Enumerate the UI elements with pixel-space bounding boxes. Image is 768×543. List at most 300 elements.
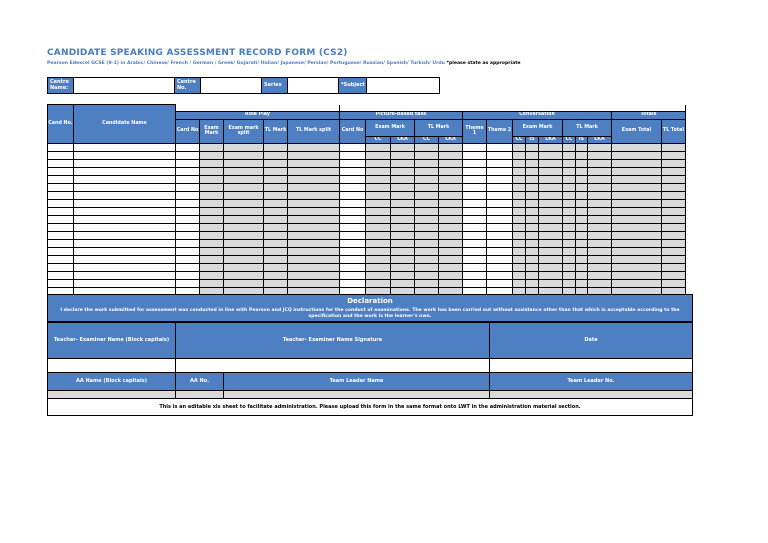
entry-cell[interactable]	[366, 272, 391, 280]
entry-cell[interactable]	[612, 224, 662, 232]
entry-cell[interactable]	[539, 264, 563, 272]
entry-cell[interactable]	[526, 248, 539, 256]
subject-field[interactable]	[366, 77, 440, 94]
entry-cell[interactable]	[563, 280, 576, 288]
entry-cell[interactable]	[415, 280, 439, 288]
entry-cell[interactable]	[288, 240, 340, 248]
entry-cell[interactable]	[264, 280, 288, 288]
entry-cell[interactable]	[391, 224, 415, 232]
entry-cell[interactable]	[439, 192, 463, 200]
entry-cell[interactable]	[48, 264, 74, 272]
entry-cell[interactable]	[48, 192, 74, 200]
entry-cell[interactable]	[487, 248, 513, 256]
entry-cell[interactable]	[340, 144, 366, 152]
entry-cell[interactable]	[662, 272, 686, 280]
entry-cell[interactable]	[264, 168, 288, 176]
entry-cell[interactable]	[612, 232, 662, 240]
entry-cell[interactable]	[288, 184, 340, 192]
entry-cell[interactable]	[463, 280, 487, 288]
entry-cell[interactable]	[563, 208, 576, 216]
entry-cell[interactable]	[439, 232, 463, 240]
entry-cell[interactable]	[662, 256, 686, 264]
entry-cell[interactable]	[487, 224, 513, 232]
entry-cell[interactable]	[487, 152, 513, 160]
entry-cell[interactable]	[439, 280, 463, 288]
entry-cell[interactable]	[487, 184, 513, 192]
entry-cell[interactable]	[526, 168, 539, 176]
entry-cell[interactable]	[576, 176, 588, 184]
entry-cell[interactable]	[340, 232, 366, 240]
entry-cell[interactable]	[48, 240, 74, 248]
entry-cell[interactable]	[588, 192, 612, 200]
entry-cell[interactable]	[662, 208, 686, 216]
entry-cell[interactable]	[662, 144, 686, 152]
entry-cell[interactable]	[391, 272, 415, 280]
entry-cell[interactable]	[563, 184, 576, 192]
entry-cell[interactable]	[74, 176, 176, 184]
entry-cell[interactable]	[539, 200, 563, 208]
entry-cell[interactable]	[176, 176, 200, 184]
entry-cell[interactable]	[391, 168, 415, 176]
entry-cell[interactable]	[539, 232, 563, 240]
entry-cell[interactable]	[415, 232, 439, 240]
entry-cell[interactable]	[563, 144, 576, 152]
entry-cell[interactable]	[487, 232, 513, 240]
entry-cell[interactable]	[463, 224, 487, 232]
entry-cell[interactable]	[224, 208, 264, 216]
entry-cell[interactable]	[264, 232, 288, 240]
entry-cell[interactable]	[288, 248, 340, 256]
entry-cell[interactable]	[563, 176, 576, 184]
entry-cell[interactable]	[224, 168, 264, 176]
entry-cell[interactable]	[563, 168, 576, 176]
entry-cell[interactable]	[224, 144, 264, 152]
entry-cell[interactable]	[513, 184, 526, 192]
entry-cell[interactable]	[612, 160, 662, 168]
entry-cell[interactable]	[340, 280, 366, 288]
entry-cell[interactable]	[576, 160, 588, 168]
entry-cell[interactable]	[264, 200, 288, 208]
entry-cell[interactable]	[264, 216, 288, 224]
entry-cell[interactable]	[176, 160, 200, 168]
entry-cell[interactable]	[264, 192, 288, 200]
entry-cell[interactable]	[612, 192, 662, 200]
entry-cell[interactable]	[366, 176, 391, 184]
entry-cell[interactable]	[588, 272, 612, 280]
entry-cell[interactable]	[487, 272, 513, 280]
entry-cell[interactable]	[264, 152, 288, 160]
entry-cell[interactable]	[176, 248, 200, 256]
entry-cell[interactable]	[526, 272, 539, 280]
entry-cell[interactable]	[415, 176, 439, 184]
entry-cell[interactable]	[176, 184, 200, 192]
entry-cell[interactable]	[526, 224, 539, 232]
entry-cell[interactable]	[563, 240, 576, 248]
entry-cell[interactable]	[463, 232, 487, 240]
entry-cell[interactable]	[340, 216, 366, 224]
entry-cell[interactable]	[513, 200, 526, 208]
series-field[interactable]	[287, 77, 339, 94]
entry-cell[interactable]	[539, 208, 563, 216]
entry-cell[interactable]	[48, 256, 74, 264]
entry-cell[interactable]	[513, 208, 526, 216]
entry-cell[interactable]	[48, 144, 74, 152]
entry-cell[interactable]	[539, 256, 563, 264]
entry-cell[interactable]	[176, 272, 200, 280]
entry-cell[interactable]	[224, 280, 264, 288]
entry-cell[interactable]	[176, 152, 200, 160]
entry-cell[interactable]	[200, 184, 224, 192]
entry-cell[interactable]	[463, 248, 487, 256]
entry-cell[interactable]	[487, 256, 513, 264]
entry-cell[interactable]	[176, 232, 200, 240]
entry-cell[interactable]	[224, 240, 264, 248]
entry-cell[interactable]	[662, 240, 686, 248]
entry-cell[interactable]	[200, 144, 224, 152]
entry-cell[interactable]	[576, 264, 588, 272]
entry-cell[interactable]	[224, 256, 264, 264]
entry-cell[interactable]	[539, 176, 563, 184]
entry-cell[interactable]	[576, 184, 588, 192]
entry-cell[interactable]	[526, 176, 539, 184]
entry-cell[interactable]	[340, 264, 366, 272]
entry-cell[interactable]	[588, 168, 612, 176]
entry-cell[interactable]	[176, 280, 200, 288]
entry-cell[interactable]	[563, 160, 576, 168]
entry-cell[interactable]	[563, 192, 576, 200]
entry-cell[interactable]	[439, 240, 463, 248]
entry-cell[interactable]	[513, 160, 526, 168]
entry-cell[interactable]	[391, 248, 415, 256]
entry-cell[interactable]	[366, 200, 391, 208]
entry-cell[interactable]	[224, 272, 264, 280]
entry-cell[interactable]	[176, 216, 200, 224]
entry-cell[interactable]	[588, 280, 612, 288]
entry-cell[interactable]	[563, 272, 576, 280]
entry-cell[interactable]	[463, 192, 487, 200]
entry-cell[interactable]	[74, 240, 176, 248]
entry-cell[interactable]	[576, 224, 588, 232]
entry-cell[interactable]	[439, 176, 463, 184]
entry-cell[interactable]	[288, 264, 340, 272]
entry-cell[interactable]	[264, 160, 288, 168]
entry-cell[interactable]	[526, 208, 539, 216]
entry-cell[interactable]	[224, 160, 264, 168]
entry-cell[interactable]	[612, 168, 662, 176]
entry-cell[interactable]	[415, 264, 439, 272]
entry-cell[interactable]	[288, 144, 340, 152]
entry-cell[interactable]	[662, 160, 686, 168]
entry-cell[interactable]	[487, 216, 513, 224]
entry-cell[interactable]	[366, 152, 391, 160]
entry-cell[interactable]	[74, 144, 176, 152]
entry-cell[interactable]	[224, 192, 264, 200]
entry-cell[interactable]	[391, 280, 415, 288]
entry-cell[interactable]	[526, 184, 539, 192]
entry-cell[interactable]	[526, 192, 539, 200]
entry-cell[interactable]	[48, 216, 74, 224]
entry-cell[interactable]	[391, 192, 415, 200]
entry-cell[interactable]	[74, 192, 176, 200]
entry-cell[interactable]	[366, 248, 391, 256]
entry-cell[interactable]	[288, 224, 340, 232]
entry-cell[interactable]	[176, 224, 200, 232]
entry-cell[interactable]	[415, 184, 439, 192]
entry-cell[interactable]	[563, 224, 576, 232]
entry-cell[interactable]	[439, 184, 463, 192]
entry-cell[interactable]	[513, 192, 526, 200]
entry-cell[interactable]	[48, 200, 74, 208]
entry-cell[interactable]	[74, 256, 176, 264]
entry-cell[interactable]	[176, 256, 200, 264]
entry-cell[interactable]	[439, 264, 463, 272]
entry-cell[interactable]	[526, 240, 539, 248]
entry-cell[interactable]	[576, 216, 588, 224]
entry-cell[interactable]	[340, 184, 366, 192]
entry-cell[interactable]	[264, 176, 288, 184]
entry-cell[interactable]	[340, 224, 366, 232]
entry-cell[interactable]	[588, 144, 612, 152]
entry-cell[interactable]	[612, 272, 662, 280]
entry-cell[interactable]	[366, 216, 391, 224]
entry-cell[interactable]	[366, 144, 391, 152]
entry-cell[interactable]	[526, 256, 539, 264]
entry-cell[interactable]	[340, 200, 366, 208]
entry-cell[interactable]	[487, 264, 513, 272]
entry-cell[interactable]	[576, 280, 588, 288]
entry-cell[interactable]	[176, 208, 200, 216]
entry-cell[interactable]	[439, 216, 463, 224]
entry-cell[interactable]	[662, 232, 686, 240]
entry-cell[interactable]	[176, 240, 200, 248]
entry-cell[interactable]	[200, 176, 224, 184]
entry-cell[interactable]	[487, 200, 513, 208]
entry-cell[interactable]	[48, 232, 74, 240]
entry-cell[interactable]	[415, 168, 439, 176]
entry-cell[interactable]	[391, 152, 415, 160]
entry-cell[interactable]	[200, 232, 224, 240]
centre-name-field[interactable]	[73, 77, 175, 94]
entry-cell[interactable]	[391, 160, 415, 168]
entry-cell[interactable]	[526, 152, 539, 160]
entry-cell[interactable]	[588, 152, 612, 160]
entry-cell[interactable]	[264, 248, 288, 256]
entry-cell[interactable]	[588, 240, 612, 248]
entry-cell[interactable]	[288, 168, 340, 176]
entry-cell[interactable]	[366, 280, 391, 288]
entry-cell[interactable]	[662, 200, 686, 208]
entry-cell[interactable]	[391, 144, 415, 152]
entry-cell[interactable]	[200, 160, 224, 168]
entry-cell[interactable]	[340, 176, 366, 184]
entry-cell[interactable]	[662, 224, 686, 232]
entry-cell[interactable]	[439, 152, 463, 160]
entry-cell[interactable]	[588, 264, 612, 272]
entry-cell[interactable]	[539, 224, 563, 232]
entry-cell[interactable]	[539, 192, 563, 200]
entry-cell[interactable]	[513, 248, 526, 256]
entry-cell[interactable]	[200, 168, 224, 176]
entry-cell[interactable]	[487, 192, 513, 200]
entry-cell[interactable]	[224, 232, 264, 240]
entry-cell[interactable]	[415, 272, 439, 280]
entry-cell[interactable]	[366, 208, 391, 216]
entry-cell[interactable]	[200, 264, 224, 272]
entry-cell[interactable]	[415, 240, 439, 248]
entry-cell[interactable]	[439, 144, 463, 152]
entry-cell[interactable]	[415, 248, 439, 256]
entry-cell[interactable]	[588, 256, 612, 264]
entry-cell[interactable]	[340, 168, 366, 176]
entry-cell[interactable]	[264, 184, 288, 192]
entry-cell[interactable]	[463, 160, 487, 168]
entry-cell[interactable]	[391, 240, 415, 248]
entry-cell[interactable]	[513, 280, 526, 288]
entry-cell[interactable]	[200, 248, 224, 256]
entry-cell[interactable]	[563, 152, 576, 160]
entry-cell[interactable]	[539, 240, 563, 248]
entry-cell[interactable]	[526, 264, 539, 272]
entry-cell[interactable]	[415, 224, 439, 232]
entry-cell[interactable]	[200, 256, 224, 264]
entry-cell[interactable]	[340, 152, 366, 160]
entry-cell[interactable]	[576, 256, 588, 264]
entry-cell[interactable]	[200, 216, 224, 224]
entry-cell[interactable]	[366, 264, 391, 272]
entry-cell[interactable]	[264, 144, 288, 152]
entry-cell[interactable]	[513, 216, 526, 224]
entry-cell[interactable]	[662, 176, 686, 184]
entry-cell[interactable]	[288, 176, 340, 184]
entry-cell[interactable]	[576, 208, 588, 216]
entry-cell[interactable]	[224, 200, 264, 208]
entry-cell[interactable]	[662, 152, 686, 160]
entry-cell[interactable]	[264, 256, 288, 264]
entry-cell[interactable]	[612, 248, 662, 256]
entry-cell[interactable]	[612, 256, 662, 264]
entry-cell[interactable]	[463, 184, 487, 192]
entry-cell[interactable]	[588, 184, 612, 192]
entry-cell[interactable]	[288, 272, 340, 280]
entry-cell[interactable]	[463, 200, 487, 208]
entry-cell[interactable]	[539, 280, 563, 288]
entry-cell[interactable]	[576, 240, 588, 248]
entry-cell[interactable]	[487, 160, 513, 168]
entry-cell[interactable]	[612, 208, 662, 216]
entry-cell[interactable]	[340, 248, 366, 256]
entry-cell[interactable]	[264, 208, 288, 216]
entry-cell[interactable]	[48, 176, 74, 184]
entry-cell[interactable]	[487, 208, 513, 216]
entry-cell[interactable]	[539, 152, 563, 160]
entry-cell[interactable]	[576, 192, 588, 200]
entry-cell[interactable]	[662, 192, 686, 200]
entry-cell[interactable]	[340, 256, 366, 264]
entry-cell[interactable]	[288, 280, 340, 288]
entry-cell[interactable]	[48, 208, 74, 216]
entry-cell[interactable]	[366, 184, 391, 192]
entry-cell[interactable]	[340, 208, 366, 216]
entry-cell[interactable]	[487, 144, 513, 152]
entry-cell[interactable]	[513, 168, 526, 176]
entry-cell[interactable]	[415, 160, 439, 168]
entry-cell[interactable]	[391, 216, 415, 224]
entry-cell[interactable]	[391, 208, 415, 216]
entry-cell[interactable]	[439, 208, 463, 216]
entry-cell[interactable]	[539, 144, 563, 152]
entry-cell[interactable]	[539, 248, 563, 256]
entry-cell[interactable]	[463, 240, 487, 248]
entry-cell[interactable]	[288, 232, 340, 240]
entry-cell[interactable]	[588, 224, 612, 232]
entry-cell[interactable]	[487, 176, 513, 184]
entry-cell[interactable]	[612, 200, 662, 208]
entry-cell[interactable]	[526, 144, 539, 152]
entry-cell[interactable]	[487, 280, 513, 288]
entry-cell[interactable]	[463, 152, 487, 160]
entry-cell[interactable]	[74, 264, 176, 272]
entry-cell[interactable]	[662, 184, 686, 192]
entry-cell[interactable]	[74, 224, 176, 232]
entry-cell[interactable]	[463, 264, 487, 272]
entry-cell[interactable]	[264, 264, 288, 272]
entry-cell[interactable]	[366, 160, 391, 168]
entry-cell[interactable]	[539, 168, 563, 176]
entry-cell[interactable]	[391, 184, 415, 192]
entry-cell[interactable]	[563, 256, 576, 264]
entry-cell[interactable]	[539, 272, 563, 280]
entry-cell[interactable]	[463, 216, 487, 224]
entry-cell[interactable]	[463, 256, 487, 264]
entry-cell[interactable]	[48, 272, 74, 280]
entry-cell[interactable]	[439, 256, 463, 264]
entry-cell[interactable]	[588, 248, 612, 256]
entry-cell[interactable]	[200, 200, 224, 208]
entry-cell[interactable]	[288, 216, 340, 224]
entry-cell[interactable]	[588, 200, 612, 208]
entry-cell[interactable]	[200, 152, 224, 160]
teacher-signature-field[interactable]	[175, 358, 490, 373]
centre-no-field[interactable]	[200, 77, 262, 94]
entry-cell[interactable]	[288, 152, 340, 160]
entry-cell[interactable]	[224, 184, 264, 192]
entry-cell[interactable]	[439, 168, 463, 176]
entry-cell[interactable]	[74, 248, 176, 256]
entry-cell[interactable]	[74, 216, 176, 224]
entry-cell[interactable]	[588, 176, 612, 184]
entry-cell[interactable]	[588, 216, 612, 224]
entry-cell[interactable]	[48, 184, 74, 192]
entry-cell[interactable]	[539, 216, 563, 224]
entry-cell[interactable]	[415, 152, 439, 160]
entry-cell[interactable]	[563, 216, 576, 224]
entry-cell[interactable]	[224, 216, 264, 224]
entry-cell[interactable]	[487, 168, 513, 176]
entry-cell[interactable]	[563, 232, 576, 240]
entry-cell[interactable]	[391, 200, 415, 208]
entry-cell[interactable]	[74, 232, 176, 240]
entry-cell[interactable]	[463, 208, 487, 216]
entry-cell[interactable]	[563, 200, 576, 208]
entry-cell[interactable]	[415, 208, 439, 216]
entry-cell[interactable]	[74, 168, 176, 176]
entry-cell[interactable]	[588, 160, 612, 168]
entry-cell[interactable]	[224, 176, 264, 184]
entry-cell[interactable]	[264, 240, 288, 248]
entry-cell[interactable]	[415, 192, 439, 200]
entry-cell[interactable]	[74, 184, 176, 192]
entry-cell[interactable]	[463, 176, 487, 184]
